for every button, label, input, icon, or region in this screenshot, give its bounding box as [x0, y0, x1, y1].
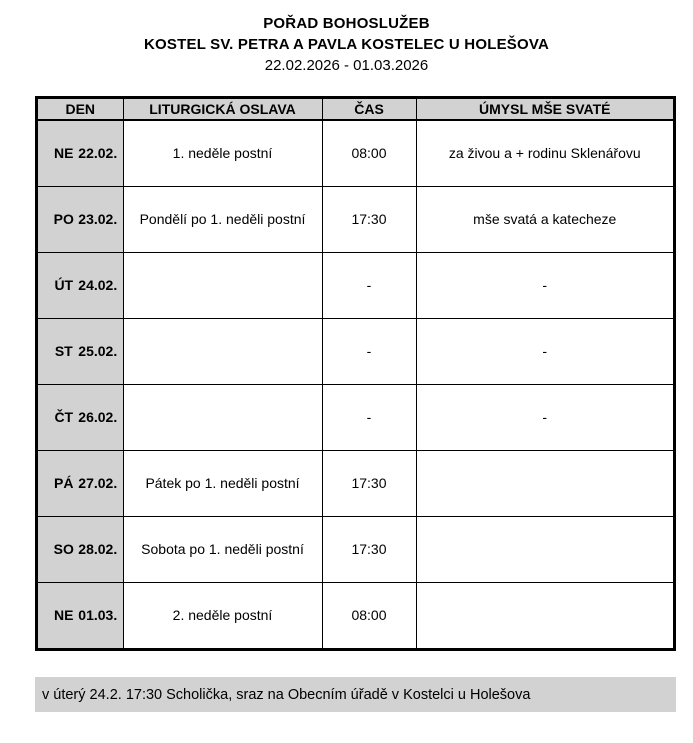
- intention-cell: -: [416, 384, 673, 450]
- table-row: [38, 582, 673, 648]
- day-abbr: ČT: [54, 409, 74, 425]
- day-date: 28.02.: [78, 541, 118, 557]
- table-header-row: [38, 99, 673, 120]
- intention-cell: mše svatá a katecheze: [416, 186, 673, 252]
- celebration-cell: Pátek po 1. neděli postní: [123, 450, 322, 516]
- day-date: 22.02.: [78, 145, 118, 162]
- schedule-table: [35, 96, 676, 651]
- date-range: 22.02.2026 - 01.03.2026: [264, 57, 429, 74]
- intention-cell: [416, 450, 673, 516]
- day-date: 27.02.: [78, 475, 118, 491]
- announcement-note-text: v úterý 24.2. 17:30 Scholička, sraz na Obecním úřadě v Kostelci u Holešova: [42, 686, 531, 703]
- time-cell: 08:00: [322, 120, 416, 186]
- day-date: 23.02.: [78, 211, 118, 227]
- table-row: [38, 186, 673, 252]
- day-cell: [38, 516, 123, 582]
- column-header-cas: ČAS: [322, 99, 416, 120]
- day-abbr: PÁ: [54, 475, 74, 491]
- table-row: [38, 516, 673, 582]
- intention-cell: -: [416, 252, 673, 318]
- celebration-cell: Pondělí po 1. neděli postní: [123, 186, 322, 252]
- column-header-umysl: ÚMYSL MŠE SVATÉ: [416, 99, 673, 120]
- day-cell: [38, 186, 123, 252]
- celebration-cell: Sobota po 1. neděli postní: [123, 516, 322, 582]
- day-cell: [38, 450, 123, 516]
- column-header-liturgicka-oslava: LITURGICKÁ OSLAVA: [123, 99, 322, 120]
- day-abbr: PO: [53, 211, 74, 227]
- table-row: [38, 450, 673, 516]
- column-header-den: DEN: [38, 99, 123, 120]
- day-cell: [38, 582, 123, 648]
- intention-cell: [416, 516, 673, 582]
- table-row: [38, 318, 673, 384]
- time-cell: 08:00: [322, 582, 416, 648]
- time-cell: 17:30: [322, 450, 416, 516]
- day-cell: [38, 384, 123, 450]
- time-cell: 17:30: [322, 186, 416, 252]
- celebration-cell: 2. neděle postní: [123, 582, 322, 648]
- day-abbr: NE: [54, 607, 74, 624]
- celebration-cell: [123, 318, 322, 384]
- day-cell: [38, 120, 123, 186]
- table-row: [38, 252, 673, 318]
- intention-cell: [416, 582, 673, 648]
- day-abbr: ÚT: [54, 277, 74, 293]
- church-name: KOSTEL SV. PETRA A PAVLA KOSTELEC U HOLEŠOVA: [144, 36, 549, 53]
- table-row: [38, 384, 673, 450]
- intention-cell: -: [416, 318, 673, 384]
- celebration-cell: 1. neděle postní: [123, 120, 322, 186]
- intention-cell: za živou a + rodinu Sklenářovu: [416, 120, 673, 186]
- time-cell: -: [322, 318, 416, 384]
- day-abbr: SO: [53, 541, 74, 557]
- time-cell: 17:30: [322, 516, 416, 582]
- document-header: [0, 0, 693, 76]
- day-cell: [38, 252, 123, 318]
- celebration-cell: [123, 252, 322, 318]
- time-cell: -: [322, 384, 416, 450]
- page-title: POŘAD BOHOSLUŽEB: [263, 15, 430, 32]
- day-date: 01.03.: [78, 607, 118, 624]
- day-abbr: NE: [54, 145, 74, 162]
- table-row: [38, 120, 673, 186]
- celebration-cell: [123, 384, 322, 450]
- day-cell: [38, 318, 123, 384]
- day-date: 24.02.: [78, 277, 118, 293]
- time-cell: -: [322, 252, 416, 318]
- day-date: 26.02.: [78, 409, 118, 425]
- announcement-note: [35, 677, 676, 712]
- day-abbr: ST: [54, 343, 73, 359]
- day-date: 25.02.: [78, 343, 118, 359]
